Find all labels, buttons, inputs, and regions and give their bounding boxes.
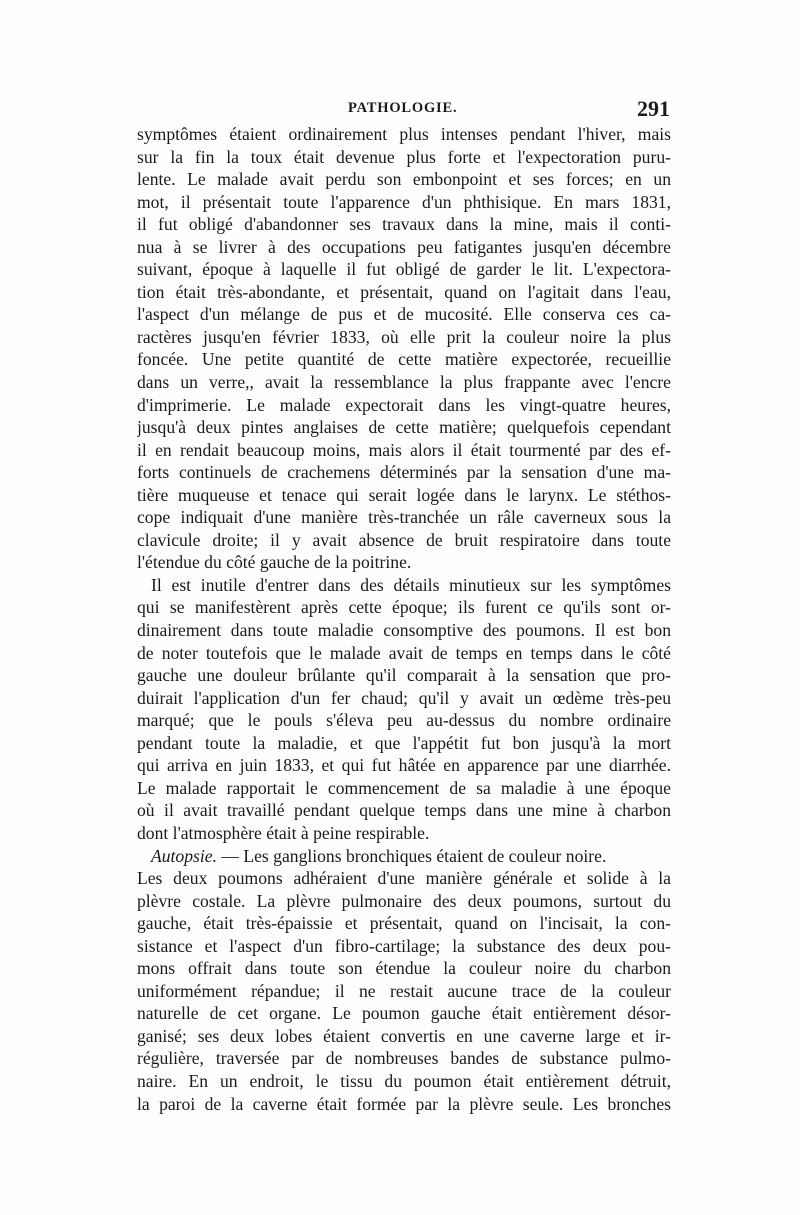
text-line: Il est inutile d'entrer dans des détails minutieux sur les symptômes [151, 574, 671, 595]
text-line: jusqu'à deux pintes anglaises de cette matière; quelquefois cependant [137, 417, 671, 438]
text-line: gauche, était très-épaissie et présentait, quand on l'incisait, la con- [137, 913, 671, 934]
text-line: cope indiquait d'une manière très-tranchée un râle caverneux sous la [137, 507, 671, 528]
text-line: pendant toute la maladie, et que l'appétit fut bon jusqu'à la mort [137, 732, 671, 753]
text-line: symptômes étaient ordinairement plus intenses pendant l'hiver, mais [137, 124, 671, 144]
text-line: d'imprimerie. Le malade expectorait dans les vingt-quatre heures, [137, 394, 671, 415]
text-line: mons offrait dans toute son étendue la couleur noire du charbon [137, 958, 671, 979]
text-line: lente. Le malade avait perdu son embonpoint et ses forces; en un [137, 169, 671, 190]
text-line: Les deux poumons adhéraient d'une manière générale et solide à la [137, 868, 671, 889]
text-line: mot, il présentait toute l'apparence d'un phthisique. En mars 1831, [137, 191, 671, 212]
text-line: régulière, traversée par de nombreuses bandes de substance pulmo- [137, 1048, 671, 1069]
text-line: la paroi de la caverne était formée par la plèvre seule. Les bronches [137, 1093, 671, 1114]
text-line: qui arriva en juin 1833, et qui fut hâtée en apparence par une diarrhée. [137, 755, 671, 776]
text-line: de noter toutefois que le malade avait de temps en temps dans le côté [137, 642, 671, 663]
text-line: il en rendait beaucoup moins, mais alors il était tourmenté par des ef- [137, 439, 671, 460]
page-number: 291 [637, 96, 670, 121]
text-line: naturelle de cet organe. Le poumon gauche était entièrement désor- [137, 1003, 671, 1024]
text-line: gauche une douleur brûlante qu'il comparait à la sensation que pro- [137, 665, 671, 686]
text-line: tion était très-abondante, et présentait, quand on l'agitait dans l'eau, [137, 281, 671, 302]
text-line: plèvre costale. La plèvre pulmonaire des deux poumons, surtout du [137, 890, 671, 911]
text-line: nua à se livrer à des occupations peu fatigantes jusqu'en décembre [137, 236, 671, 257]
autopsy-heading: Autopsie. [151, 845, 217, 866]
text-line: dans un verre,, avait la ressemblance la plus frappante avec l'encre [137, 372, 671, 393]
text-line: clavicule droite; il y avait absence de bruit respiratoire dans toute [137, 529, 671, 550]
text-line: sur la fin la toux était devenue plus forte et l'expectoration puru- [137, 146, 671, 167]
text-line: forts continuels de crachemens déterminés par la sensation d'une ma- [137, 462, 671, 483]
text-line: il fut obligé d'abandonner ses travaux dans la mine, mais il conti- [137, 214, 671, 235]
text-line: tière muqueuse et tenace qui serait logée dans le larynx. Le stéthos- [137, 484, 671, 505]
text-line: sistance et l'aspect d'un fibro-cartilage; la substance des deux pou- [137, 935, 671, 956]
text-line: l'étendue du côté gauche de la poitrine. [137, 552, 412, 573]
text-line [137, 845, 671, 868]
text-line: dinairement dans toute maladie consomptive des poumons. Il est bon [137, 620, 671, 641]
text-line: ractères jusqu'en février 1833, où elle prit la couleur noire la plus [137, 326, 671, 347]
running-title: PATHOLOGIE. [348, 100, 458, 116]
text-line: uniformément répandue; il ne restait aucune trace de la couleur [137, 980, 671, 1001]
text-line: ganisé; ses deux lobes étaient convertis en une caverne large et ir- [137, 1025, 671, 1046]
text-line: dont l'atmosphère était à peine respirable. [137, 822, 430, 843]
text-line-rest: — Les ganglions bronchiques étaient de couleur noire. [216, 845, 607, 866]
text-line: l'aspect d'un mélange de pus et de mucosité. Elle conserva ces ca- [137, 304, 671, 325]
text-line: duirait l'application d'un fer chaud; qu'il y avait un œdème très-peu [137, 687, 671, 708]
text-line: où il avait travaillé pendant quelque temps dans une mine à charbon [137, 800, 671, 821]
text-line: naire. En un endroit, le tissu du poumon était entièrement détruit, [137, 1070, 671, 1091]
text-line: foncée. Une petite quantité de cette matière expectorée, recueillie [137, 349, 671, 370]
text-line: qui se manifestèrent après cette époque; ils furent ce qu'ils sont or- [137, 597, 671, 618]
text-line: suivant, époque à laquelle il fut obligé de garder le lit. L'expectora- [137, 259, 671, 280]
running-head [138, 96, 670, 126]
text-line: marqué; que le pouls s'éleva peu au-dessus du nombre ordinaire [137, 710, 671, 731]
body-text [137, 123, 671, 1115]
text-line: Le malade rapportait le commencement de sa maladie à une époque [137, 777, 671, 798]
